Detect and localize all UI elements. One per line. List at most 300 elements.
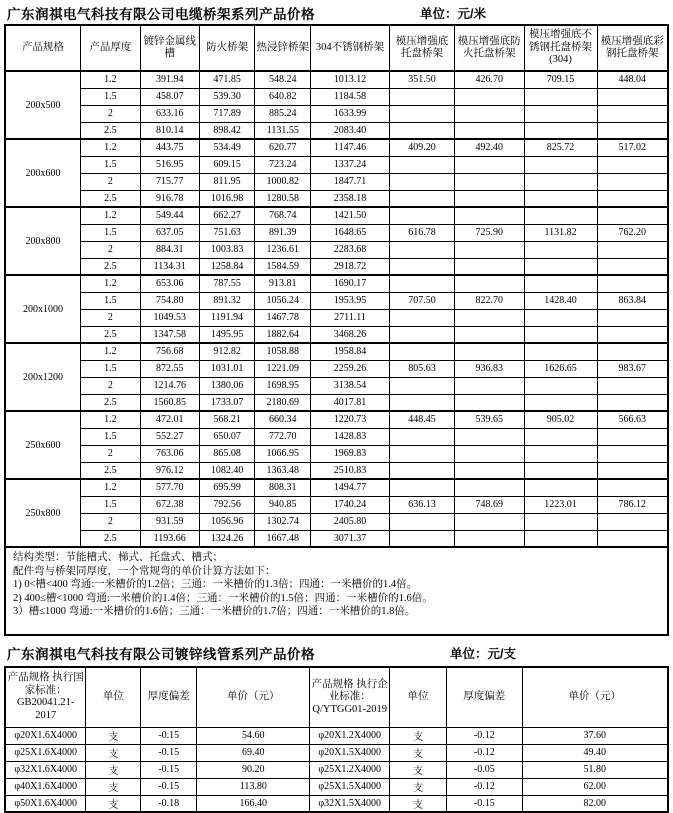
price-cell: 426.70: [454, 71, 524, 88]
table-row: [5, 795, 668, 812]
price-cell: [454, 445, 524, 462]
pipe-cell: 支: [389, 761, 446, 778]
price-cell: [454, 513, 524, 530]
table-row: [5, 761, 668, 778]
price-cell: 2711.11: [311, 309, 390, 326]
price-cell: [454, 105, 524, 122]
thickness-cell: 1.5: [81, 88, 141, 105]
price-cell: 3138.54: [311, 377, 390, 394]
table-row: [5, 479, 668, 496]
price-cell: 725.90: [454, 224, 524, 241]
price-cell: 768.74: [255, 207, 311, 224]
price-cell: [597, 377, 668, 394]
pipe-cell: 支: [389, 744, 446, 761]
pipe-cell: φ25X1.6X4000: [5, 744, 86, 761]
price-cell: 756.68: [140, 343, 199, 360]
price-cell: 1302.74: [255, 513, 311, 530]
price-cell: 566.63: [597, 411, 668, 428]
column-header: 产品厚度: [81, 25, 141, 71]
pipe-cell: 166.40: [197, 795, 310, 812]
price-cell: 940.85: [255, 496, 311, 513]
notes-box: [4, 548, 669, 636]
price-cell: 548.24: [255, 71, 311, 88]
price-cell: 3468.26: [311, 326, 390, 343]
table-row: [5, 343, 668, 360]
price-cell: 822.70: [454, 292, 524, 309]
price-cell: 609.15: [199, 156, 255, 173]
pipe-cell: 82.00: [522, 795, 668, 812]
thickness-cell: 1.5: [81, 292, 141, 309]
table-row: [5, 309, 668, 326]
price-cell: [597, 173, 668, 190]
price-cell: [390, 88, 455, 105]
table-row: [5, 326, 668, 343]
pipe-cell: -0.05: [447, 761, 523, 778]
price-cell: 1363.48: [255, 462, 311, 479]
thickness-cell: 1.2: [81, 139, 141, 156]
table-row: [5, 462, 668, 479]
price-cell: [597, 343, 668, 360]
table-row: [5, 778, 668, 795]
price-cell: 1223.01: [524, 496, 597, 513]
price-cell: [597, 258, 668, 275]
price-cell: 1000.82: [255, 173, 311, 190]
price-cell: [390, 156, 455, 173]
pipe-cell: 69.40: [197, 744, 310, 761]
price-cell: 1049.53: [140, 309, 199, 326]
price-cell: [454, 343, 524, 360]
price-cell: 1220.73: [311, 411, 390, 428]
price-cell: [524, 343, 597, 360]
price-cell: 1147.46: [311, 139, 390, 156]
thickness-cell: 1.2: [81, 207, 141, 224]
thickness-cell: 2.5: [81, 530, 141, 547]
price-cell: 3071.37: [311, 530, 390, 547]
pipe-header-row: [5, 667, 668, 727]
price-cell: 898.42: [199, 122, 255, 139]
price-cell: [390, 343, 455, 360]
price-cell: 2283.68: [311, 241, 390, 258]
spec-group: [5, 479, 668, 547]
table-row: [5, 88, 668, 105]
bridge-header-row: [5, 25, 668, 71]
pipe-cell: 支: [86, 744, 141, 761]
column-header: 产品规格 执行国家标准：GB20041.21-2017: [5, 667, 86, 727]
price-cell: 912.82: [199, 343, 255, 360]
price-cell: [390, 105, 455, 122]
price-cell: [454, 241, 524, 258]
pipe-cell: 支: [389, 778, 446, 795]
price-cell: [597, 190, 668, 207]
price-cell: 1134.31: [140, 258, 199, 275]
pipe-cell: φ40X1.6X4000: [5, 778, 86, 795]
pipe-cell: 支: [389, 727, 446, 744]
column-header: 单位: [389, 667, 446, 727]
price-cell: 872.55: [140, 360, 199, 377]
price-cell: [390, 377, 455, 394]
thickness-cell: 2: [81, 241, 141, 258]
pipe-cell: φ25X1.2X4000: [310, 761, 390, 778]
price-cell: 916.78: [140, 190, 199, 207]
price-cell: 653.06: [140, 275, 199, 292]
thickness-cell: 1.2: [81, 71, 141, 88]
thickness-cell: 1.2: [81, 275, 141, 292]
price-cell: [597, 275, 668, 292]
price-cell: 825.72: [524, 139, 597, 156]
pipe-cell: 54.60: [197, 727, 310, 744]
price-cell: 1082.40: [199, 462, 255, 479]
thickness-cell: 1.5: [81, 428, 141, 445]
price-cell: 751.63: [199, 224, 255, 241]
price-cell: 1013.12: [311, 71, 390, 88]
spec-cell: 250x600: [5, 411, 81, 479]
price-cell: 772.70: [255, 428, 311, 445]
price-cell: 1031.01: [199, 360, 255, 377]
table-row: [5, 530, 668, 547]
price-cell: 1003.83: [199, 241, 255, 258]
price-cell: 1969.83: [311, 445, 390, 462]
price-cell: 863.84: [597, 292, 668, 309]
spec-group: [5, 207, 668, 275]
price-cell: 2083.40: [311, 122, 390, 139]
column-header: 单位: [86, 667, 141, 727]
column-header: 产品规格 执行企业标准：Q/YTGG01-2019: [310, 667, 390, 727]
price-cell: 1560.85: [140, 394, 199, 411]
price-cell: 443.75: [140, 139, 199, 156]
price-cell: 1016.98: [199, 190, 255, 207]
table-row: [5, 224, 668, 241]
price-cell: [454, 326, 524, 343]
pipe-cell: 支: [86, 727, 141, 744]
price-cell: [524, 479, 597, 496]
price-cell: 707.50: [390, 292, 455, 309]
bridge-table-head: [5, 25, 668, 71]
thickness-cell: 2: [81, 513, 141, 530]
spec-group: [5, 275, 668, 343]
note-line: 2) 400≤槽<1000 弯通:一米槽价的1.4倍；三通：一米槽价的1.5倍；四通：一米槽价的1.6倍。: [13, 592, 433, 604]
thickness-cell: 2.5: [81, 326, 141, 343]
section2-header: [0, 640, 673, 666]
price-cell: [524, 377, 597, 394]
price-cell: [454, 462, 524, 479]
price-cell: 662.27: [199, 207, 255, 224]
column-header: 厚度偏差: [141, 667, 197, 727]
price-cell: 672.38: [140, 496, 199, 513]
column-header: 304不锈钢桥架: [311, 25, 390, 71]
price-cell: 1056.96: [199, 513, 255, 530]
price-cell: 552.27: [140, 428, 199, 445]
pipe-cell: φ20X1.2X4000: [310, 727, 390, 744]
table-row: [5, 496, 668, 513]
spec-group: [5, 139, 668, 207]
price-cell: 616.78: [390, 224, 455, 241]
price-cell: 709.15: [524, 71, 597, 88]
thickness-cell: 1.2: [81, 479, 141, 496]
price-cell: 1221.09: [255, 360, 311, 377]
price-cell: 351.50: [390, 71, 455, 88]
column-header: 防火桥架: [199, 25, 255, 71]
price-cell: 1882.64: [255, 326, 311, 343]
table-row: [5, 207, 668, 224]
price-cell: 409.20: [390, 139, 455, 156]
price-cell: [454, 377, 524, 394]
spec-cell: 200x800: [5, 207, 81, 275]
price-cell: 471.85: [199, 71, 255, 88]
price-cell: [524, 513, 597, 530]
column-header: 产品规格: [5, 25, 81, 71]
price-cell: [454, 275, 524, 292]
column-header: 镀锌金属线槽: [140, 25, 199, 71]
note-line: 配件弯与桥架同厚度，一个常规弯的单价计算方法如下：: [13, 565, 276, 577]
table-row: [5, 428, 668, 445]
price-cell: [454, 394, 524, 411]
pipe-cell: φ25X1.5X4000: [310, 778, 390, 795]
price-cell: 458.07: [140, 88, 199, 105]
pipe-cell: φ32X1.5X4000: [310, 795, 390, 812]
price-cell: [390, 309, 455, 326]
price-cell: 1280.58: [255, 190, 311, 207]
spec-cell: 250x800: [5, 479, 81, 547]
pipe-price-table: [4, 666, 669, 813]
thickness-cell: 2.5: [81, 394, 141, 411]
price-cell: 448.04: [597, 71, 668, 88]
price-cell: [524, 445, 597, 462]
price-cell: [454, 88, 524, 105]
pipe-cell: -0.12: [447, 727, 523, 744]
price-cell: 577.70: [140, 479, 199, 496]
bridge-price-table: [4, 24, 669, 548]
price-cell: [454, 122, 524, 139]
price-cell: [454, 207, 524, 224]
column-header: 模压增强底彩钢托盘桥架: [597, 25, 668, 71]
price-cell: 1337.24: [311, 156, 390, 173]
price-cell: [524, 326, 597, 343]
spec-cell: 200x500: [5, 71, 81, 139]
price-cell: [597, 530, 668, 547]
pipe-cell: -0.12: [447, 778, 523, 795]
pipe-unit-label: 单位：元/支: [450, 647, 516, 661]
price-cell: 1131.82: [524, 224, 597, 241]
thickness-cell: 1.5: [81, 360, 141, 377]
table-row: [5, 292, 668, 309]
pipe-table-body: [5, 727, 668, 812]
price-cell: 2918.72: [311, 258, 390, 275]
price-cell: [597, 428, 668, 445]
pipe-cell: -0.15: [141, 761, 197, 778]
thickness-cell: 2: [81, 377, 141, 394]
pipe-cell: -0.18: [141, 795, 197, 812]
table-row: [5, 744, 668, 761]
price-cell: 1847.71: [311, 173, 390, 190]
price-cell: [597, 462, 668, 479]
price-cell: [524, 241, 597, 258]
price-cell: [390, 513, 455, 530]
column-header: 热浸锌桥架: [255, 25, 311, 71]
price-cell: [454, 190, 524, 207]
pipe-cell: 支: [86, 761, 141, 778]
price-cell: 448.45: [390, 411, 455, 428]
thickness-cell: 2: [81, 309, 141, 326]
price-cell: 1698.95: [255, 377, 311, 394]
price-cell: 717.89: [199, 105, 255, 122]
price-cell: [524, 207, 597, 224]
price-cell: 1626.65: [524, 360, 597, 377]
thickness-cell: 1.5: [81, 156, 141, 173]
price-cell: [454, 258, 524, 275]
price-cell: 976.12: [140, 462, 199, 479]
price-cell: 787.55: [199, 275, 255, 292]
column-header: 单价（元）: [522, 667, 668, 727]
price-cell: 1214.76: [140, 377, 199, 394]
price-cell: 1494.77: [311, 479, 390, 496]
price-cell: 1347.58: [140, 326, 199, 343]
price-cell: [597, 326, 668, 343]
price-cell: 472.01: [140, 411, 199, 428]
price-cell: [524, 428, 597, 445]
pipe-cell: φ20X1.6X4000: [5, 727, 86, 744]
pipe-cell: 支: [86, 778, 141, 795]
thickness-cell: 2: [81, 105, 141, 122]
price-cell: 931.59: [140, 513, 199, 530]
pipe-cell: -0.15: [141, 778, 197, 795]
price-cell: [597, 445, 668, 462]
price-cell: [390, 258, 455, 275]
price-cell: 2259.26: [311, 360, 390, 377]
table-row: [5, 156, 668, 173]
price-cell: 549.44: [140, 207, 199, 224]
spec-group: [5, 71, 668, 139]
pipe-cell: 49.40: [522, 744, 668, 761]
price-cell: 1584.59: [255, 258, 311, 275]
price-cell: 762.20: [597, 224, 668, 241]
price-cell: 1953.95: [311, 292, 390, 309]
table-row: [5, 241, 668, 258]
pipe-cell: 90.20: [197, 761, 310, 778]
price-cell: 1056.24: [255, 292, 311, 309]
price-cell: 1428.83: [311, 428, 390, 445]
price-cell: 1324.26: [199, 530, 255, 547]
spec-group: [5, 343, 668, 411]
price-cell: 2405.80: [311, 513, 390, 530]
price-cell: 754.80: [140, 292, 199, 309]
table-row: [5, 258, 668, 275]
price-cell: [390, 479, 455, 496]
price-cell: [597, 479, 668, 496]
price-cell: 2358.18: [311, 190, 390, 207]
price-cell: 983.67: [597, 360, 668, 377]
price-cell: [524, 275, 597, 292]
price-cell: 492.40: [454, 139, 524, 156]
price-cell: 2180.69: [255, 394, 311, 411]
price-cell: 1733.07: [199, 394, 255, 411]
price-cell: [597, 513, 668, 530]
pipe-cell: -0.15: [141, 744, 197, 761]
column-header: 厚度偏差: [447, 667, 523, 727]
spec-cell: 200x1000: [5, 275, 81, 343]
price-cell: 539.30: [199, 88, 255, 105]
price-cell: [454, 530, 524, 547]
pipe-cell: 37.60: [522, 727, 668, 744]
price-cell: [524, 190, 597, 207]
pipe-cell: 支: [86, 795, 141, 812]
price-cell: 1131.55: [255, 122, 311, 139]
price-cell: 1380.06: [199, 377, 255, 394]
spec-group: [5, 411, 668, 479]
thickness-cell: 2.5: [81, 122, 141, 139]
price-cell: 1958.84: [311, 343, 390, 360]
price-cell: 640.82: [255, 88, 311, 105]
price-cell: [524, 156, 597, 173]
price-cell: 805.63: [390, 360, 455, 377]
price-cell: [390, 275, 455, 292]
price-cell: [390, 428, 455, 445]
price-cell: [524, 309, 597, 326]
price-cell: 1236.61: [255, 241, 311, 258]
pipe-cell: φ20X1.5X4000: [310, 744, 390, 761]
table-row: [5, 122, 668, 139]
price-cell: 1421.50: [311, 207, 390, 224]
price-cell: [524, 258, 597, 275]
pipe-cell: 113.80: [197, 778, 310, 795]
price-cell: 905.02: [524, 411, 597, 428]
price-cell: [390, 122, 455, 139]
table-row: [5, 360, 668, 377]
pipe-cell: φ50X1.6X4000: [5, 795, 86, 812]
table-row: [5, 513, 668, 530]
thickness-cell: 2.5: [81, 462, 141, 479]
price-cell: [390, 530, 455, 547]
price-cell: 891.32: [199, 292, 255, 309]
price-cell: 792.56: [199, 496, 255, 513]
spec-cell: 200x1200: [5, 343, 81, 411]
price-cell: 810.14: [140, 122, 199, 139]
pipe-cell: 支: [389, 795, 446, 812]
price-cell: 1740.24: [311, 496, 390, 513]
note-line: 1) 0<槽<400 弯通:一米槽价的1.2倍；三通：一米槽价的1.3倍；四通：一米槽价的1.4倍。: [13, 579, 418, 590]
price-cell: [524, 462, 597, 479]
price-cell: 885.24: [255, 105, 311, 122]
price-cell: 1690.17: [311, 275, 390, 292]
table-row: [5, 190, 668, 207]
price-cell: [597, 122, 668, 139]
pipe-cell: -0.12: [447, 744, 523, 761]
thickness-cell: 1.2: [81, 343, 141, 360]
table-row: [5, 377, 668, 394]
price-cell: 808.31: [255, 479, 311, 496]
price-cell: 620.77: [255, 139, 311, 156]
table-row: [5, 275, 668, 292]
price-cell: 1428.40: [524, 292, 597, 309]
pipe-table-head: [5, 667, 668, 727]
price-cell: 534.49: [199, 139, 255, 156]
price-cell: [390, 394, 455, 411]
spec-cell: 200x600: [5, 139, 81, 207]
price-cell: 1667.48: [255, 530, 311, 547]
price-cell: 1467.78: [255, 309, 311, 326]
table-row: [5, 173, 668, 190]
price-cell: 936.83: [454, 360, 524, 377]
price-cell: 865.08: [199, 445, 255, 462]
price-cell: [597, 207, 668, 224]
price-cell: [597, 394, 668, 411]
price-cell: [524, 530, 597, 547]
price-cell: [454, 173, 524, 190]
thickness-cell: 1.2: [81, 411, 141, 428]
price-cell: [390, 445, 455, 462]
price-cell: 1633.99: [311, 105, 390, 122]
price-cell: 1258.84: [199, 258, 255, 275]
price-cell: 715.77: [140, 173, 199, 190]
